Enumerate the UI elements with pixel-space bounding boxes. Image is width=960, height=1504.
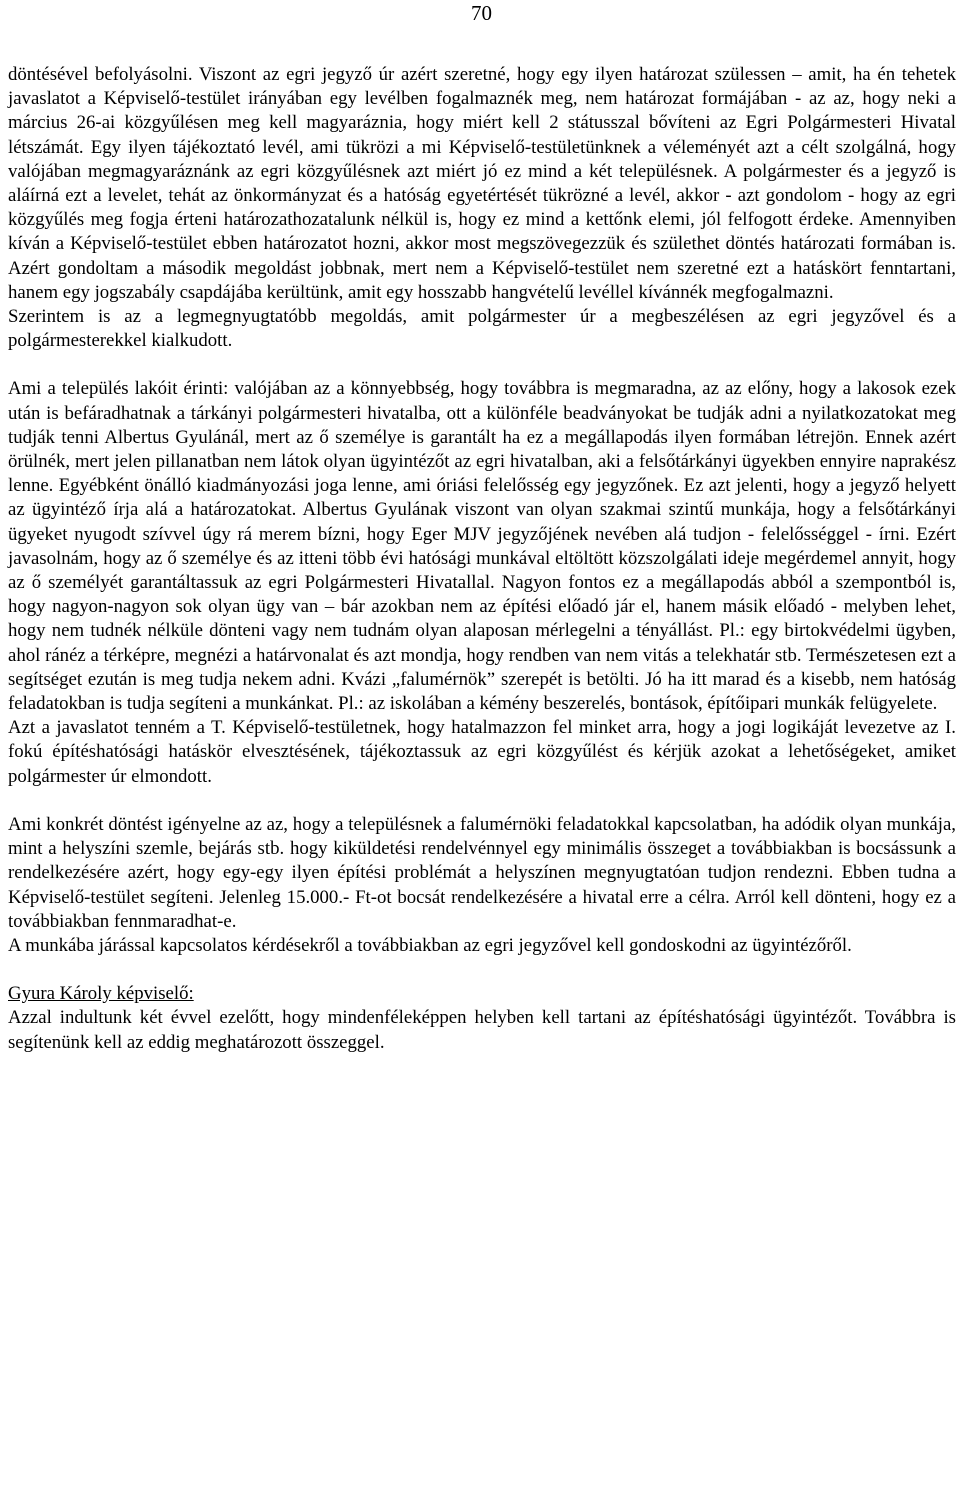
paragraph-spacer xyxy=(8,353,956,377)
paragraph: Azzal indultunk két évvel ezelőtt, hogy mindenféleképpen helyben kell tartani az építéshatósági ügyintézőt. Továbbra is segítenünk kell az eddig meghatározott összeggel. xyxy=(8,1007,956,1053)
speaker-heading xyxy=(8,982,956,1006)
paragraph: Azt a javaslatot tenném a T. Képviselő-testületnek, hogy hatalmazzon fel minket arra, hogy a jogi logikáját levezetve az I. fokú építéshatósági hatáskör elvesztésének, tájékoztassuk az egri közgyűlést és kérjük azokat a lehetőségeket, amiket polgármester úr elmondott. xyxy=(8,717,956,787)
document-body xyxy=(8,63,956,1055)
paragraph: Szerintem is az a legmegnyugtatóbb megoldás, amit polgármester úr a megbeszélésen az egri jegyzővel és a polgármesterekkel kialkudott. xyxy=(8,306,956,352)
paragraph-spacer xyxy=(8,958,956,982)
speaker-name: Gyura Károly képviselő: xyxy=(8,983,194,1005)
paragraph-spacer xyxy=(8,789,956,813)
paragraph: döntésével befolyásolni. Viszont az egri jegyző úr azért szeretné, hogy egy ilyen határozat szülessen – amit, ha én tehetek javaslatot a Képviselő-testület irányában egy levélben fogalmaznék meg, nem határozat formájában - az az, hogy neki a március 26-ai közgyűlésen meg kell magyaráznia, hogy miért kell 2 státusszal bővíteni az Egri Polgármesteri Hivatal létszámát. Egy ilyen tájékoztató levél, ami tükrözi a mi Képviselő-testületünknek a véleményét azt a célt szolgálná, hogy valójában megmagyaráznánk az egri közgyűlésnek azt miért jó ez mind a két településnek. A polgármester és a jegyző is aláírná ezt a levelet, tehát az önkormányzat és a hatóság egyetértését tükrözné a levél, akkor - azt gondolom - hogy az egri közgyűlés meg fogja érteni határozathozatalunk nélkül is, hogy ez mind a kettőnk elemi, jól felfogott érdeke. Amennyiben kíván a Képviselő-testület ebben határozatot hozni, akkor most megszövegezzük és születhet döntés határozati formában is. Azért gondoltam a második megoldást jobbnak, mert nem a Képviselő-testület nem szeretné ezt a hatáskört fenntartani, hanem egy jogszabály csapdájába kerültünk, amit egy hosszabb hangvételű levéllel kívánnék megfogalmazni. xyxy=(8,64,956,303)
paragraph: Ami konkrét döntést igényelne az az, hogy a településnek a falumérnöki feladatokkal kapcsolatban, ha adódik olyan munkája, mint a helyszíni szemle, bejárás stb. hogy kiküldetési rendelvénnyel egy minimális összeget a továbbiakban is bocsássunk a rendelkezésére azért, hogy egy-egy ilyen építési problémát a helyszínen megnyugtatóan tudjon rendezni. Ebben tudna a Képviselő-testület segíteni. Jelenleg 15.000.- Ft-ot bocsát rendelkezésére a hivatal erre a célra. Arról kell dönteni, hogy ez a továbbiakban fennmaradhat-e. xyxy=(8,813,956,932)
page-number: 70 xyxy=(471,1,492,25)
paragraph: Ami a település lakóit érinti: valójában az a könnyebbség, hogy továbbra is megmaradna, az az előny, hogy a lakosok ezek után is befáradhatnak a tárkányi polgármesteri hivatalba, ott a különféle beadványokat be tudják adni a nyilatkozatokat meg tudják tenni Albertus Gyulánál, mert az ő személye is garantált ha ez a megállapodás ilyen formában létrejön. Ennek azért örülnék, mert jelen pillanatban nem látok olyan ügyintézőt az egri hivatalban, aki a felsőtárkányi ügyekben ennyire naprakész lenne. Egyébként önálló kiadmányozási joga lenne, ami óriási felelősség egy jegyzőnek. Ez azt jelenti, hogy a jegyző helyett az ügyintéző írja alá a határozatokat. Albertus Gyulának viszont van olyan szakmai szintű munkája, hogy a felsőtárkányi ügyeket nyugodt szívvel úgy rá merem bízni, hogy Eger MJV jegyzőjének nevében alá tudjon - felelősséggel - írni. Ezért javasolnám, hogy az ő személye és az itteni több évi hatósági munkával eltöltött közszolgálati ideje megérdemel annyit, hogy az ő személyét garantáltassuk az egri Polgármesteri Hivatallal. Nagyon fontos ez a megállapodás abból a szempontból is, hogy nagyon-nagyon sok olyan ügy van – bár azokban nem az építési előadó jár el, hanem másik előadó - melyben lehet, hogy nem tudnék nélküle dönteni vagy nem tudnám olyan alaposan mérlegelni a tényállást. Pl.: egy birtokvédelmi ügyben, ahol ránéz a térképre, megnézi a határvonalat és azt mondja, hogy rendben van nem vitás a telekhatár stb. Természetesen ezt a segítséget ezután is meg tudja nekem adni. Kvázi „falumérnök” szerepét is betölti. Jó ha itt marad és a kisebb, nem hatóság feladatokban is tudja segíteni a munkánkat. Pl.: az iskolában a kémény beszerelés, bontások, építőipari munkák felügyelete. xyxy=(8,378,956,715)
paragraph: A munkába járással kapcsolatos kérdésekről a továbbiakban az egri jegyzővel kell gondoskodni az ügyintézőről. xyxy=(8,934,852,956)
